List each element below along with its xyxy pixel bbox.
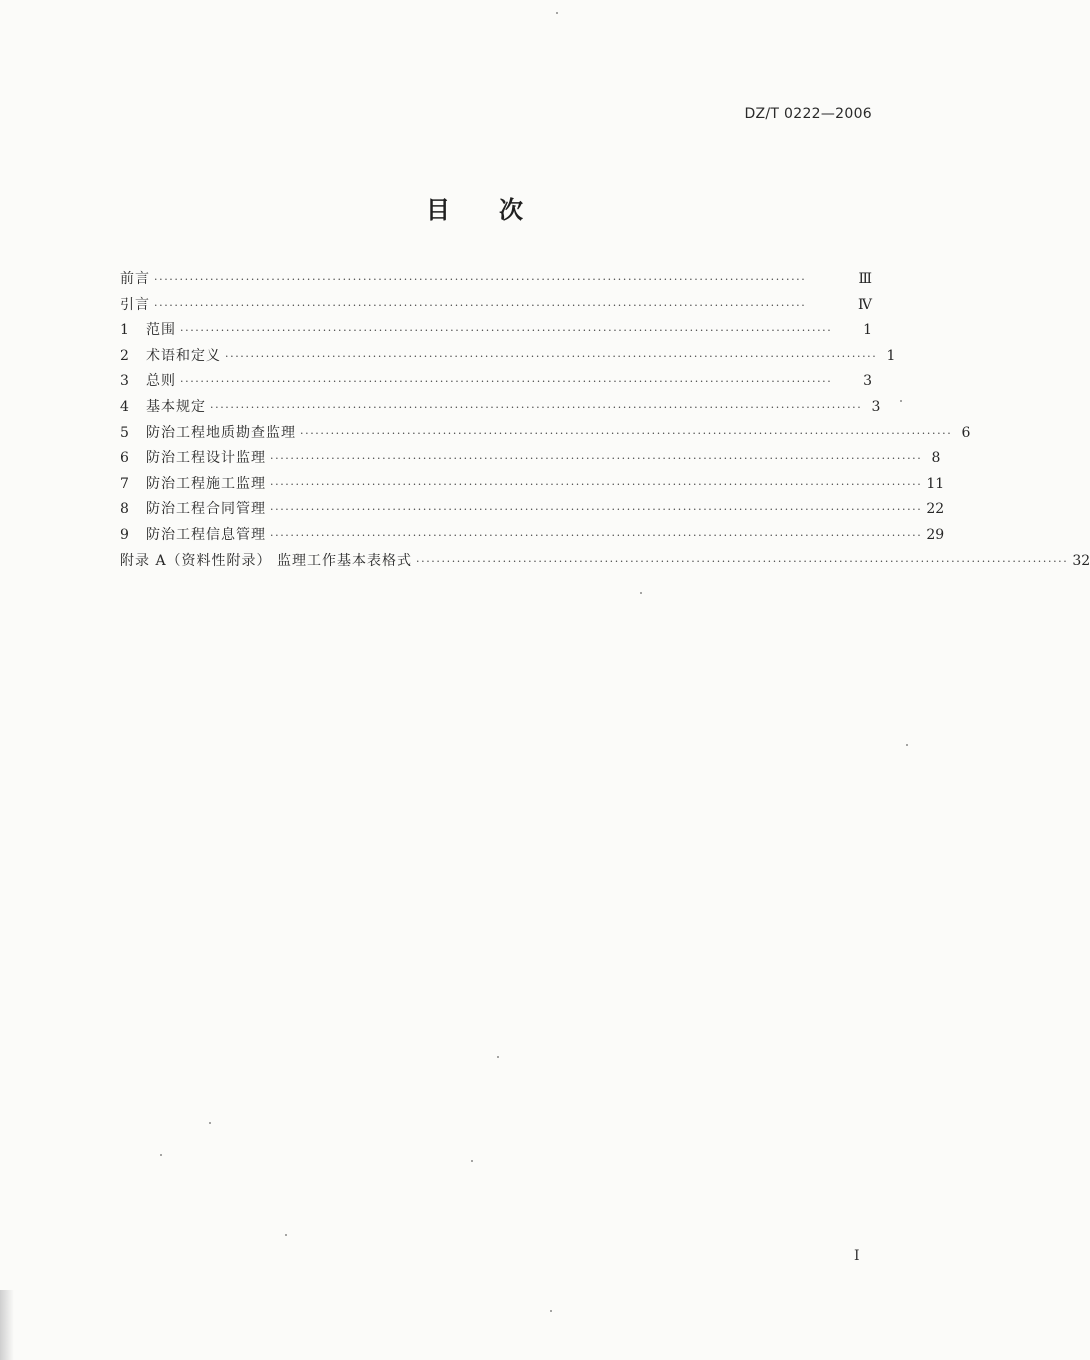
toc-entry-number: 4 bbox=[120, 398, 129, 415]
toc-entry[interactable] bbox=[120, 319, 872, 345]
toc-entry-number: 8 bbox=[120, 501, 129, 518]
toc-entry[interactable] bbox=[120, 550, 1090, 576]
toc-entry[interactable] bbox=[120, 294, 872, 320]
scan-speck bbox=[471, 1160, 473, 1162]
toc-leader-dots: ································································································································ bbox=[180, 324, 833, 338]
toc-entry-number: 3 bbox=[120, 373, 129, 390]
toc-leader-dots: ································································································································ bbox=[416, 554, 1069, 568]
toc-entry-page: Ⅳ bbox=[858, 296, 872, 313]
scan-speck bbox=[209, 1122, 211, 1124]
toc-entry-number: 1 bbox=[120, 322, 129, 339]
toc-leader-dots: ································································································································ bbox=[225, 349, 878, 363]
toc-leader-dots: ································································································································ bbox=[300, 426, 953, 440]
toc-entry-page: 3 bbox=[863, 373, 872, 390]
scan-edge-shadow bbox=[0, 1290, 14, 1360]
standard-code: DZ/T 0222—2006 bbox=[744, 106, 872, 122]
toc-entry-label: 范围 bbox=[146, 322, 176, 339]
toc-entry-number: 9 bbox=[120, 526, 129, 543]
toc-entry-page: 8 bbox=[931, 450, 941, 467]
scan-speck bbox=[640, 592, 642, 594]
toc-entry[interactable] bbox=[120, 447, 941, 473]
toc-entry-label: 总则 bbox=[146, 373, 176, 390]
toc-entry-page: 1 bbox=[886, 347, 896, 364]
toc-entry-number: 7 bbox=[120, 475, 129, 492]
toc-leader-dots: ································································································································ bbox=[154, 298, 807, 312]
toc-leader-dots: ································································································································ bbox=[180, 375, 833, 389]
toc-leader-dots: ································································································································ bbox=[270, 528, 923, 542]
toc-entry[interactable] bbox=[120, 524, 945, 550]
toc-entry-page: 32 bbox=[1072, 552, 1090, 569]
toc-entry[interactable] bbox=[120, 498, 945, 524]
scan-speck bbox=[497, 1056, 499, 1058]
toc-entry-page: 3 bbox=[871, 398, 881, 415]
scan-speck bbox=[900, 400, 902, 402]
toc-entry[interactable] bbox=[120, 370, 872, 396]
scan-speck bbox=[556, 12, 558, 14]
title-char-2: 次 bbox=[499, 195, 524, 224]
page-number: I bbox=[854, 1248, 860, 1264]
toc-leader-dots: ································································································································ bbox=[154, 273, 807, 286]
scan-speck bbox=[550, 1310, 552, 1312]
scan-speck bbox=[160, 1154, 162, 1156]
toc-entry-label: 附录 A（资料性附录） 监理工作基本表格式 bbox=[120, 552, 413, 569]
toc-entry-page: 6 bbox=[961, 424, 971, 441]
toc-entry-number: 6 bbox=[120, 450, 129, 467]
toc-entry-page: Ⅲ bbox=[858, 271, 872, 287]
title-char-1: 目 bbox=[426, 195, 451, 224]
toc-entry[interactable] bbox=[120, 473, 945, 499]
table-of-contents bbox=[120, 268, 1090, 575]
toc-entry-page: 1 bbox=[863, 322, 872, 339]
toc-entry[interactable] bbox=[120, 396, 881, 422]
toc-entry-number: 5 bbox=[120, 424, 129, 441]
toc-entry[interactable] bbox=[120, 345, 896, 371]
toc-entry-label: 防治工程地质勘查监理 bbox=[146, 424, 296, 441]
scan-speck bbox=[906, 744, 908, 746]
toc-entry-label: 术语和定义 bbox=[146, 347, 221, 364]
toc-entry-page: 11 bbox=[926, 475, 945, 492]
toc-entry[interactable] bbox=[120, 268, 872, 294]
toc-entry-page: 29 bbox=[926, 526, 945, 543]
page-title bbox=[0, 190, 950, 225]
toc-entry[interactable] bbox=[120, 422, 971, 448]
toc-leader-dots: ································································································································ bbox=[270, 452, 923, 466]
toc-entry-page: 22 bbox=[926, 501, 945, 518]
toc-entry-number: 2 bbox=[120, 347, 129, 364]
toc-entry-label: 基本规定 bbox=[146, 398, 206, 415]
toc-leader-dots: ································································································································ bbox=[270, 477, 923, 491]
toc-entry-label: 防治工程施工监理 bbox=[146, 475, 266, 492]
toc-leader-dots: ································································································································ bbox=[270, 503, 923, 517]
scan-speck bbox=[285, 1234, 287, 1236]
toc-leader-dots: ································································································································ bbox=[210, 400, 863, 414]
toc-entry-label: 前言 bbox=[120, 271, 150, 287]
toc-entry-label: 防治工程信息管理 bbox=[146, 526, 266, 543]
toc-entry-label: 防治工程合同管理 bbox=[146, 501, 266, 518]
toc-entry-label: 引言 bbox=[120, 296, 150, 313]
toc-entry-label: 防治工程设计监理 bbox=[146, 450, 266, 467]
